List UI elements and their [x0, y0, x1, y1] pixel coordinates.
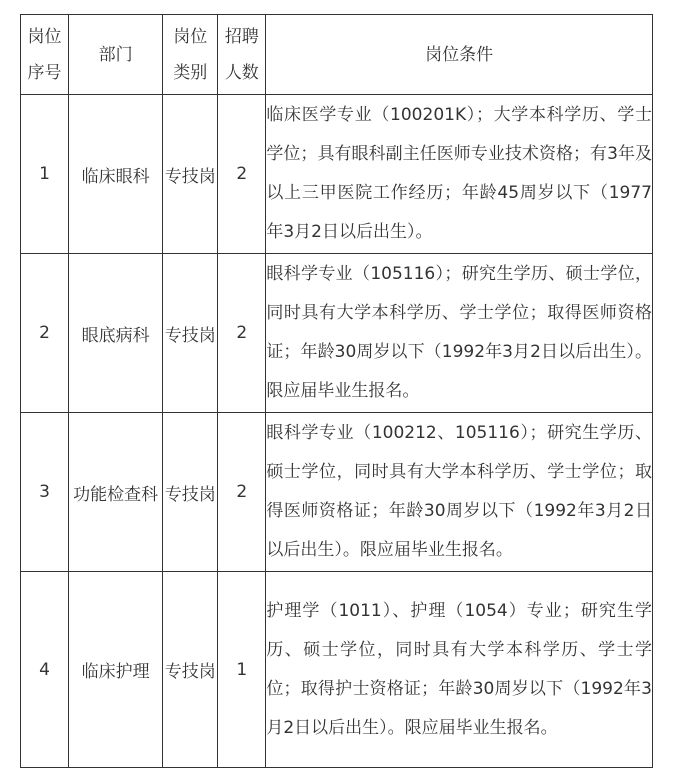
cell-category: 专技岗 — [163, 572, 218, 768]
table-row — [21, 95, 653, 254]
cell-count: 2 — [218, 254, 266, 413]
cell-position-number: 1 — [21, 95, 69, 254]
cell-conditions: 临床医学专业（100201K）；大学本科学历、学士学位；具有眼科副主任医师专业技术资格；有3年及以上三甲医院工作经历；年龄45周岁以下（1977年3月2日以后出生）。 — [266, 95, 653, 254]
cell-department: 临床眼科 — [69, 95, 163, 254]
header-row — [21, 15, 653, 95]
cell-count: 2 — [218, 413, 266, 572]
table-row — [21, 254, 653, 413]
header-position-number: 岗位 序号 — [21, 15, 69, 95]
table-row — [21, 413, 653, 572]
cell-count: 1 — [218, 572, 266, 768]
cell-conditions: 眼科学专业（100212、105116）；研究生学历、硕士学位，同时具有大学本科学历、学士学位；取得医师资格证；年龄30周岁以下（1992年3月2日以后出生）。限应届毕业生报名。 — [266, 413, 653, 572]
recruitment-table — [20, 14, 653, 768]
cell-category: 专技岗 — [163, 95, 218, 254]
cell-position-number: 4 — [21, 572, 69, 768]
header-department: 部门 — [69, 15, 163, 95]
cell-conditions: 护理学（1011）、护理（1054）专业；研究生学历、硕士学位，同时具有大学本科学历、学士学位；取得护士资格证；年龄30周岁以下（1992年3月2日以后出生）。限应届毕业生报名。 — [266, 572, 653, 768]
cell-category: 专技岗 — [163, 413, 218, 572]
cell-position-number: 2 — [21, 254, 69, 413]
cell-department: 临床护理 — [69, 572, 163, 768]
cell-conditions: 眼科学专业（105116）；研究生学历、硕士学位，同时具有大学本科学历、学士学位；取得医师资格证；年龄30周岁以下（1992年3月2日以后出生）。限应届毕业生报名。 — [266, 254, 653, 413]
cell-position-number: 3 — [21, 413, 69, 572]
cell-category: 专技岗 — [163, 254, 218, 413]
cell-department: 功能检查科 — [69, 413, 163, 572]
cell-count: 2 — [218, 95, 266, 254]
table-row — [21, 572, 653, 768]
cell-department: 眼底病科 — [69, 254, 163, 413]
header-hiring-count: 招聘 人数 — [218, 15, 266, 95]
header-position-category: 岗位 类别 — [163, 15, 218, 95]
header-position-conditions: 岗位条件 — [266, 15, 653, 95]
